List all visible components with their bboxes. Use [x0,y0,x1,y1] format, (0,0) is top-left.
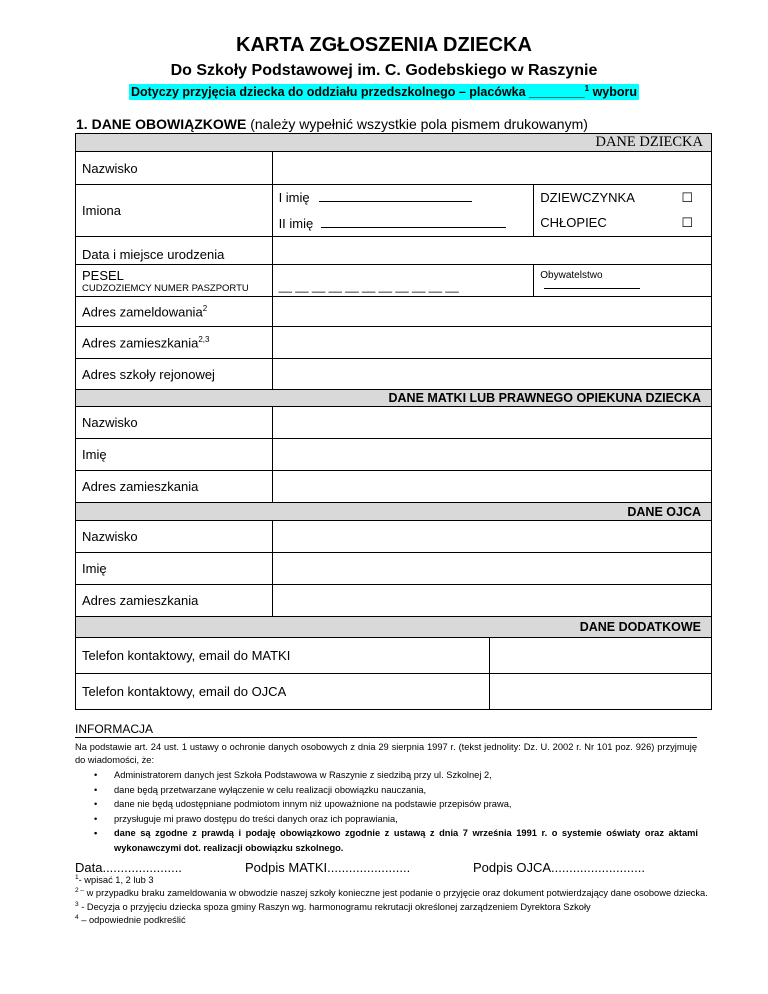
form-subtitle: Do Szkoły Podstawowej im. C. Godebskiego w Raszynie [170,62,598,79]
child-surname-field[interactable] [272,152,711,185]
footnote: $^4$ – odpowiednie podkreślić [75,913,186,925]
gender-girl-option[interactable]: DZIEWCZYNKA ☐ [534,185,712,211]
list-item: • dane nie będą udostępniane podmiotom innym niż upoważnione na podstawie przepisów prawa, [94,797,698,812]
mother-surname-label: Nazwisko [76,407,273,439]
placement-note: Dotyczy przyjęcia dziecka do oddziału przedszkolnego – placówka ________$^1$ wyboru [130,83,638,99]
father-surname-field[interactable] [272,521,711,553]
section-heading: 1. DANE OBOWIĄZKOWE (należy wypełnić wszystkie pola pismem drukowanym) [76,116,588,132]
info-bullets [94,768,698,855]
pesel-field[interactable]: __ __ __ __ __ __ __ __ __ __ __ [272,265,534,297]
residence-address-label: Adres zamieszkania$^{2,3}$ [76,327,273,359]
mother-name-field[interactable] [272,439,711,471]
info-title: INFORMACJA [75,722,153,736]
second-name-field[interactable]: II imię [272,211,534,237]
father-contact-field[interactable] [490,674,712,710]
list-item: • dane są zgodne z prawdą i podaję obowiązkowo zgodnie z ustawą z dnia 7 września 1991 r. o systemie oświaty oraz aktami wykonawczymi dot. realizacji obowiązku szkolnego. [94,826,698,855]
child-names-label: Imiona [76,185,273,237]
registered-address-field[interactable] [272,297,711,327]
father-contact-label: Telefon kontaktowy, email do OJCA [76,674,490,710]
first-name-field[interactable]: I imię [272,185,534,211]
mother-contact-field[interactable] [490,638,712,674]
birth-field[interactable] [272,237,711,265]
father-surname-label: Nazwisko [76,521,273,553]
registered-address-label: Adres zameldowania$^2$ [76,297,273,327]
list-item: • dane będą przetwarzane wyłączenie w celu realizacji obowiązku nauczania, [94,783,698,798]
birth-label: Data i miejsce urodzenia [76,237,273,265]
form-title: KARTA ZGŁOSZENIA DZIECKA [236,34,532,56]
footnote: $^3$ - Decyzja o przyjęciu dziecka spoza gminy Raszyn wg. harmonogramu rekrutacji określonej zarządzeniem Dyrektora Szkoły [75,900,591,912]
mother-signature-line[interactable]: Podpis MATKI....................... [245,860,411,875]
child-surname-label: Nazwisko [76,152,273,185]
school-address-field[interactable] [272,359,711,390]
mother-address-field[interactable] [272,471,711,503]
date-signature-line[interactable]: Data...................... [75,860,182,875]
girl-checkbox[interactable]: ☐ [681,189,693,205]
pesel-label: PESEL CUDZOZIEMCY NUMER PASZPORTU [76,265,273,297]
child-data-header: DANE DZIECKA [76,134,712,152]
father-data-header: DANE OJCA [76,503,712,521]
footnote: $^{2 -}$ w przypadku braku zameldowania w obwodzie naszej szkoły konieczne jest podanie o przyjęcie oraz dokument potwierdzający dane osobowe dziecka. [75,887,708,899]
footnote: $^1$- wpisać 1, 2 lub 3 [75,874,154,885]
list-item: • Administratorem danych jest Szkoła Podstawowa w Raszynie z siedzibą przy ul. Szkolnej 2, [94,768,698,783]
school-address-label: Adres szkoły rejonowej [76,359,273,390]
citizenship-field[interactable]: Obywatelstwo [534,265,712,297]
father-address-field[interactable] [272,585,711,617]
boy-checkbox[interactable]: ☐ [681,215,693,231]
father-signature-line[interactable]: Podpis OJCA.......................... [473,860,645,875]
mother-name-label: Imię [76,439,273,471]
mother-address-label: Adres zamieszkania [76,471,273,503]
list-item: • przysługuje mi prawo dostępu do treści danych oraz ich poprawiania, [94,812,698,827]
application-form-table [75,133,712,710]
footnotes [75,874,715,927]
mother-surname-field[interactable] [272,407,711,439]
gender-boy-option[interactable]: CHŁOPIEC ☐ [534,211,712,237]
residence-address-field[interactable] [272,327,711,359]
info-intro: Na podstawie art. 24 ust. 1 ustawy o ochronie danych osobowych z dnia 29 sierpnia 1997 r. (tekst jednolity: Dz. U. 2002 r. Nr 101 poz. 926) przyjmuję do wiadomości, że: [75,742,697,766]
father-name-field[interactable] [272,553,711,585]
father-address-label: Adres zamieszkania [76,585,273,617]
mother-contact-label: Telefon kontaktowy, email do MATKI [76,638,490,674]
info-divider [75,737,697,738]
mother-data-header: DANE MATKI LUB PRAWNEGO OPIEKUNA DZIECKA [76,390,712,407]
father-name-label: Imię [76,553,273,585]
extra-data-header: DANE DODATKOWE [76,617,712,638]
